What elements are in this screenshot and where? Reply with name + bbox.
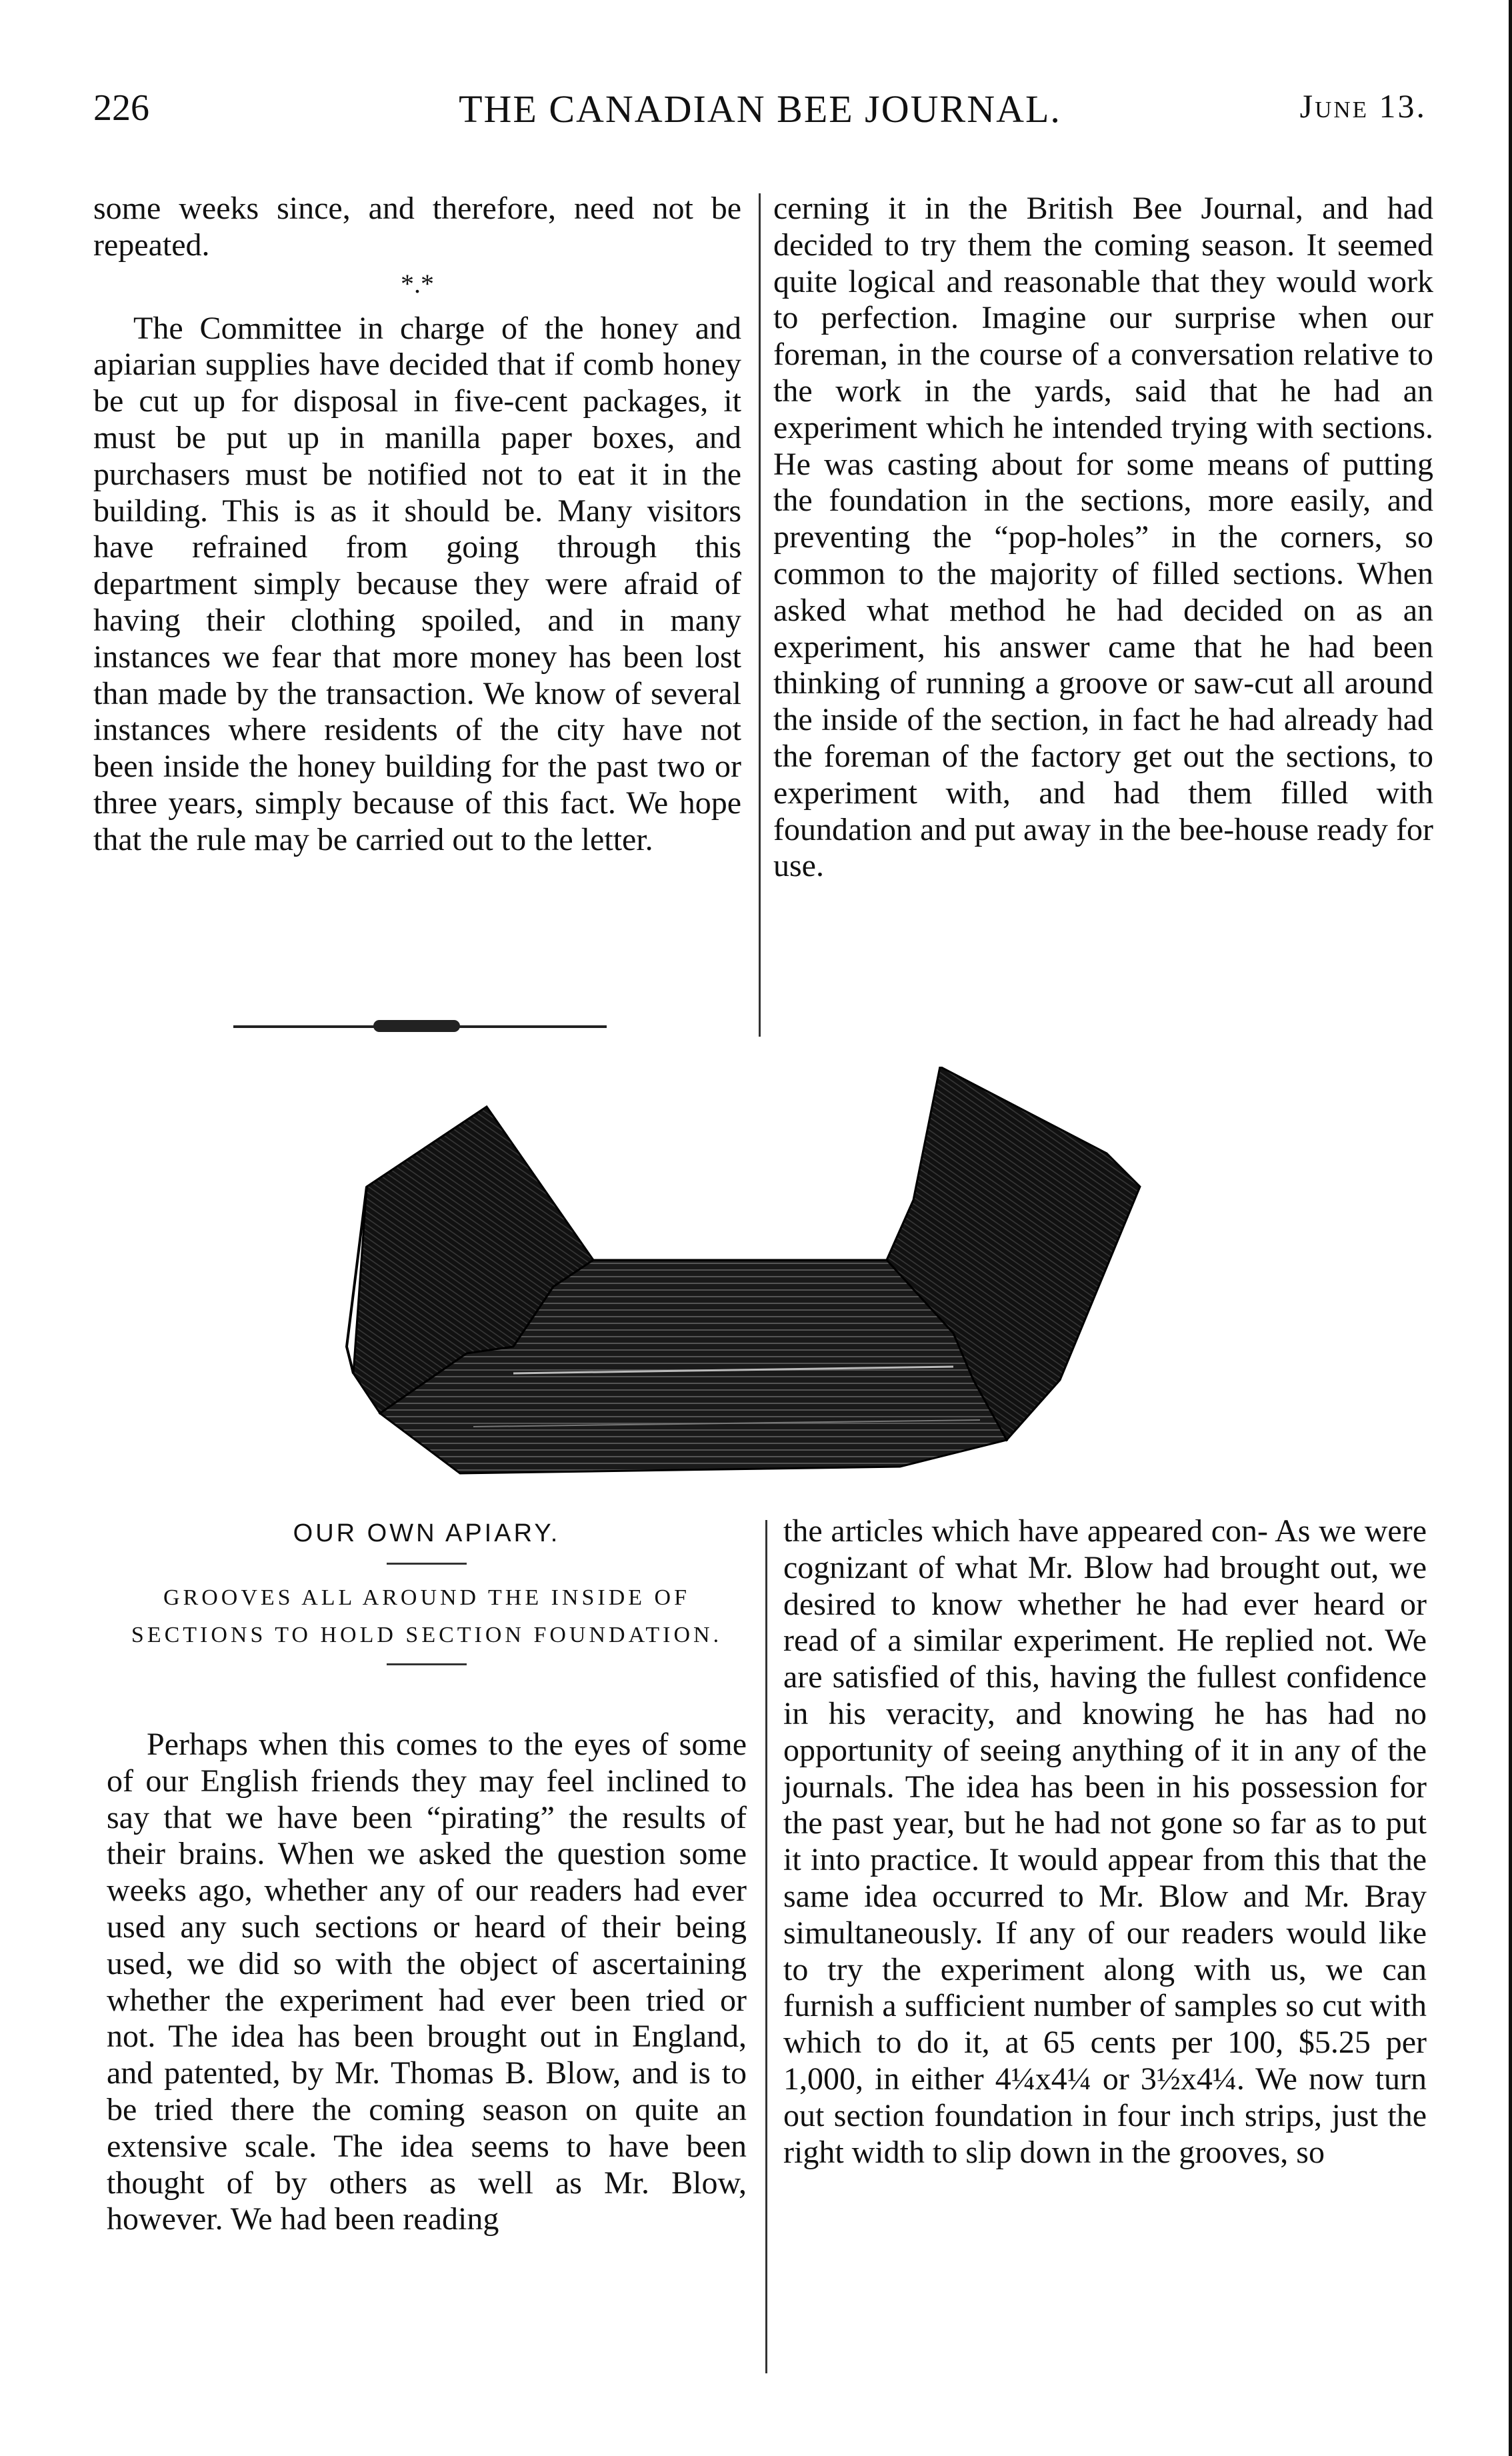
column-top-left: [93, 191, 741, 859]
issue-date: June 13.: [1299, 87, 1427, 125]
heading-rule: [387, 1563, 467, 1565]
column-bottom-left: [107, 1727, 747, 2238]
heading-rule: [387, 1663, 467, 1665]
paragraph: cerning it in the British Bee Journal, and had decided to try them the coming season. It seemed quite logical and reasonable that they would work to perfection. Imagine our surprise when our foreman, in the course of a conversation relative to the work in the yards, said that he had an experiment which he intended trying with sections. He was casting about for some means of putting the foundation in the sections, more easily, and preventing the “pop-holes” in the corners, so common to the majority of filled sections. When asked what method he had decided on as an experiment, his answer came that he had been thinking of running a groove or saw-cut all around the inside of the section, in fact he had already had the foreman of the factory get out the sections, to experiment with, and had them filled with foundation and put away in the bee-house ready for use.: [773, 191, 1433, 884]
paragraph: Perhaps when this comes to the eyes of some of our English friends they may feel inclined to say that we have been “pirating” the results of their brains. When we asked the question some weeks ago, whether any of our readers had ever used any such sections or heard of their being used, we did so with the object of ascertaining whether the experiment had ever been tried or not. The idea has been brought out in England, and patented, by Mr. Thomas B. Blow, and is to be tried there the coming season on quite an extensive scale. The idea seems to have been thought of by others as well as Mr. Blow, however. We had been reading: [107, 1727, 747, 2237]
column-divider: [765, 1520, 767, 2373]
journal-title: THE CANADIAN BEE JOURNAL.: [459, 87, 1061, 131]
section-subtitle: GROOVES ALL AROUND THE INSIDE OF SECTIONS TO HOLD SECTION FOUNDATION.: [131, 1585, 723, 1647]
page-header: [93, 87, 1427, 140]
paragraph: the articles which have appeared con- As we were cognizant of what Mr. Blow had brought out, we desired to know whether he had ever heard or read of a similar experiment. He replied not. We are satisfied of this, having the fullest confidence in his veracity, and knowing he has had no opportunity of seeing anything of it in any of the journals. The idea has been in his possession for the past year, but he had not gone so far as to put it into practice. It would appear from this that the same idea occurred to Mr. Blow and Mr. Bray simultaneously. If any of our readers would like to try the experiment along with us, we can furnish a sufficient number of samples so cut with which to do it, at 65 cents per 100, $5.25 per 1,000, in either 4¼x4¼ or 3½x4¼. We now turn out section foundation in four inch strips, just the right width to slip down in the grooves, so: [783, 1513, 1427, 2170]
page-edge-shadow: [1509, 0, 1512, 2456]
section-title: OUR OWN APIARY.: [293, 1519, 561, 1547]
section-illustration: [313, 1067, 1207, 1493]
section-heading-block: [107, 1513, 747, 1680]
section-break-asterism: *.*: [401, 268, 434, 299]
column-top-right: [773, 191, 1433, 885]
paragraph: some weeks since, and therefore, need not be repeated.: [93, 191, 741, 263]
decorative-rule: [233, 1025, 607, 1028]
column-divider: [759, 193, 761, 1037]
page-number: 226: [93, 87, 149, 129]
column-bottom-right: [783, 1513, 1427, 2171]
paragraph: The Committee in charge of the honey and apiarian supplies have decided that if comb honey be cut up for disposal in five-cent packages, it must be put up in manilla paper boxes, and purchasers must be notified not to eat it in the building. This is as it should be. Many visitors have refrained from going through this department simply because they were afraid of having their clothing spoiled, and in many instances we fear that more money has been lost than made by the transaction. We know of several instances where residents of the city have not been inside the honey building for the past two or three years, simply because of this fact. We hope that the rule may be carried out to the letter.: [93, 310, 741, 857]
